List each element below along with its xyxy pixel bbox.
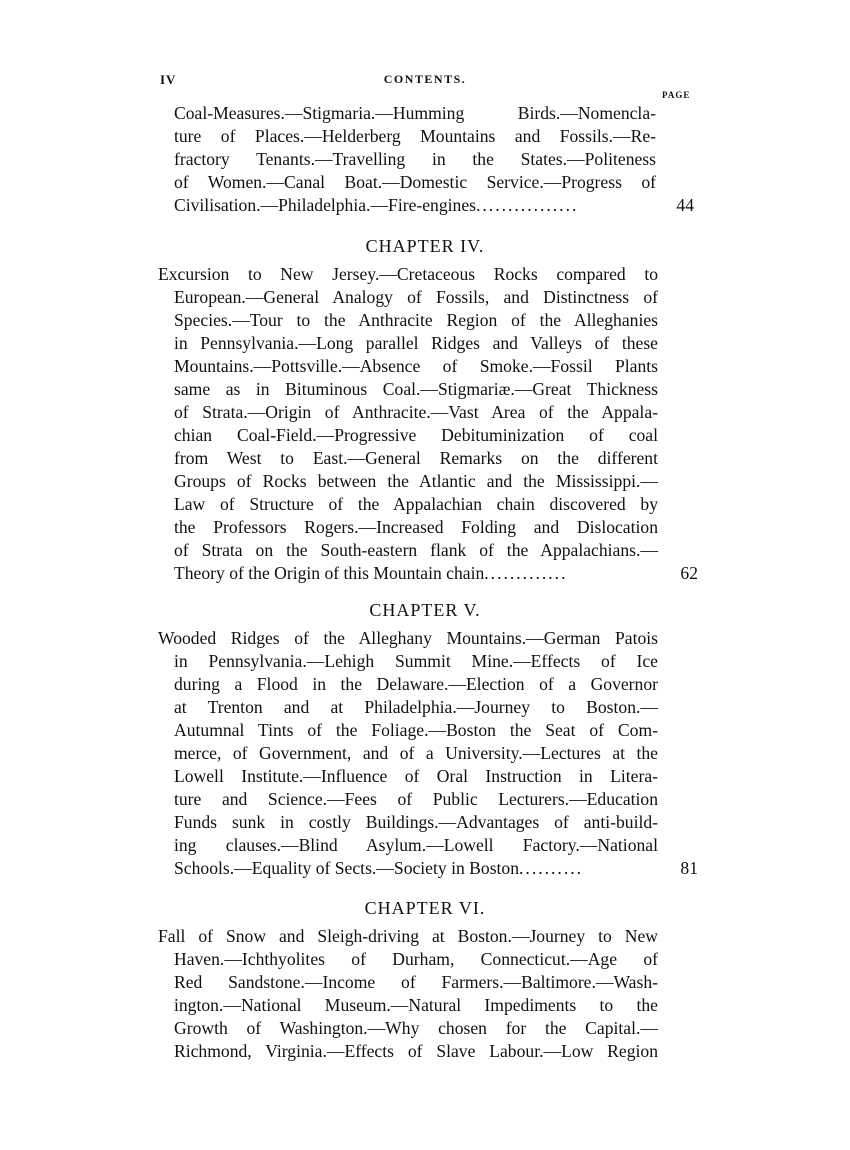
- entry-line: Haven.—Ichthyolites of Durham, Connecticut.—Age of: [174, 949, 658, 969]
- entry-line: European.—General Analogy of Fossils, and Distinctness of: [174, 287, 658, 307]
- entry-line: of Strata on the South-eastern flank of the Appalachians.—: [174, 540, 658, 560]
- page-column-label: PAGE: [662, 90, 691, 100]
- entry-line: in Pennsylvania.—Lehigh Summit Mine.—Effects of Ice: [174, 651, 658, 671]
- entry-line: Coal-Measures.—Stigmaria.—Humming Birds.—Nomencla-: [174, 103, 656, 123]
- contents-entry-chapter-iv: [158, 263, 698, 585]
- entry-line: Theory of the Origin of this Mountain chain: [174, 563, 485, 583]
- entry-line: Civilisation.—Philadelphia.—Fire-engines: [174, 195, 476, 215]
- dot-leader: ..........: [519, 858, 584, 878]
- page-number: 62: [680, 563, 698, 583]
- entry-line: Groups of Rocks between the Atlantic and the Mississippi.—: [174, 471, 658, 491]
- entry-final-line: [174, 194, 694, 217]
- entry-line: same as in Bituminous Coal.—Stigmariæ.—Great Thickness: [174, 379, 658, 399]
- entry-line: Growth of Washington.—Why chosen for the Capital.—: [174, 1018, 658, 1038]
- entry-line: Funds sunk in costly Buildings.—Advantages of anti-build-: [174, 812, 658, 832]
- entry-line: Autumnal Tints of the Foliage.—Boston the Seat of Com-: [174, 720, 658, 740]
- dot-leader: ................: [476, 195, 579, 215]
- running-title: CONTENTS.: [383, 72, 467, 86]
- entry-line: ture and Science.—Fees of Public Lecturers.—Education: [174, 789, 658, 809]
- entry-line: in Pennsylvania.—Long parallel Ridges and Valleys of these: [174, 333, 658, 353]
- entry-final-line: [158, 562, 698, 585]
- contents-entry-chapter-v: [158, 627, 698, 880]
- chapter-heading-vi: CHAPTER VI.: [364, 898, 486, 918]
- entry-line: Species.—Tour to the Anthracite Region of the Alleghanies: [174, 310, 658, 330]
- entry-line: ing clauses.—Blind Asylum.—Lowell Factory.—National: [174, 835, 658, 855]
- contents-entry-chapter-vi: [158, 925, 698, 1063]
- entry-line: Law of Structure of the Appalachian chain discovered by: [174, 494, 658, 514]
- entry-line: fractory Tenants.—Travelling in the States.—Politeness: [174, 149, 656, 169]
- entry-line: Fall of Snow and Sleigh-driving at Boston.—Journey to New: [158, 926, 658, 946]
- entry-line: Lowell Institute.—Influence of Oral Instruction in Litera-: [174, 766, 658, 786]
- entry-line: Wooded Ridges of the Alleghany Mountains.—German Patois: [158, 628, 658, 648]
- chapter-heading-v: CHAPTER V.: [369, 600, 481, 620]
- entry-line: of Women.—Canal Boat.—Domestic Service.—Progress of: [174, 172, 656, 192]
- entry-final-line: [158, 857, 698, 880]
- page-number: 81: [680, 858, 698, 878]
- entry-line: the Professors Rogers.—Increased Folding and Dislocation: [174, 517, 658, 537]
- entry-line: Red Sandstone.—Income of Farmers.—Baltimore.—Wash-: [174, 972, 658, 992]
- page-number: 44: [676, 195, 694, 215]
- entry-line: merce, of Government, and of a University.—Lectures at the: [174, 743, 658, 763]
- chapter-heading-iv: CHAPTER IV.: [365, 236, 485, 256]
- entry-line: during a Flood in the Delaware.—Election of a Governor: [174, 674, 658, 694]
- contents-entry-1: [174, 102, 714, 217]
- dot-leader: .............: [484, 563, 568, 583]
- entry-line: Excursion to New Jersey.—Cretaceous Rocks compared to: [158, 264, 658, 284]
- entry-line: Richmond, Virginia.—Effects of Slave Labour.—Low Region: [174, 1041, 658, 1061]
- entry-line: from West to East.—General Remarks on the different: [174, 448, 658, 468]
- entry-line: ington.—National Museum.—Natural Impediments to the: [174, 995, 658, 1015]
- entry-line: of Strata.—Origin of Anthracite.—Vast Area of the Appala-: [174, 402, 658, 422]
- page-numeral: IV: [160, 72, 177, 87]
- entry-line: Schools.—Equality of Sects.—Society in Boston: [174, 858, 520, 878]
- entry-line: ture of Places.—Helderberg Mountains and Fossils.—Re-: [174, 126, 656, 146]
- entry-line: chian Coal-Field.—Progressive Debituminization of coal: [174, 425, 658, 445]
- entry-line: Mountains.—Pottsville.—Absence of Smoke.—Fossil Plants: [174, 356, 658, 376]
- entry-line: at Trenton and at Philadelphia.—Journey to Boston.—: [174, 697, 658, 717]
